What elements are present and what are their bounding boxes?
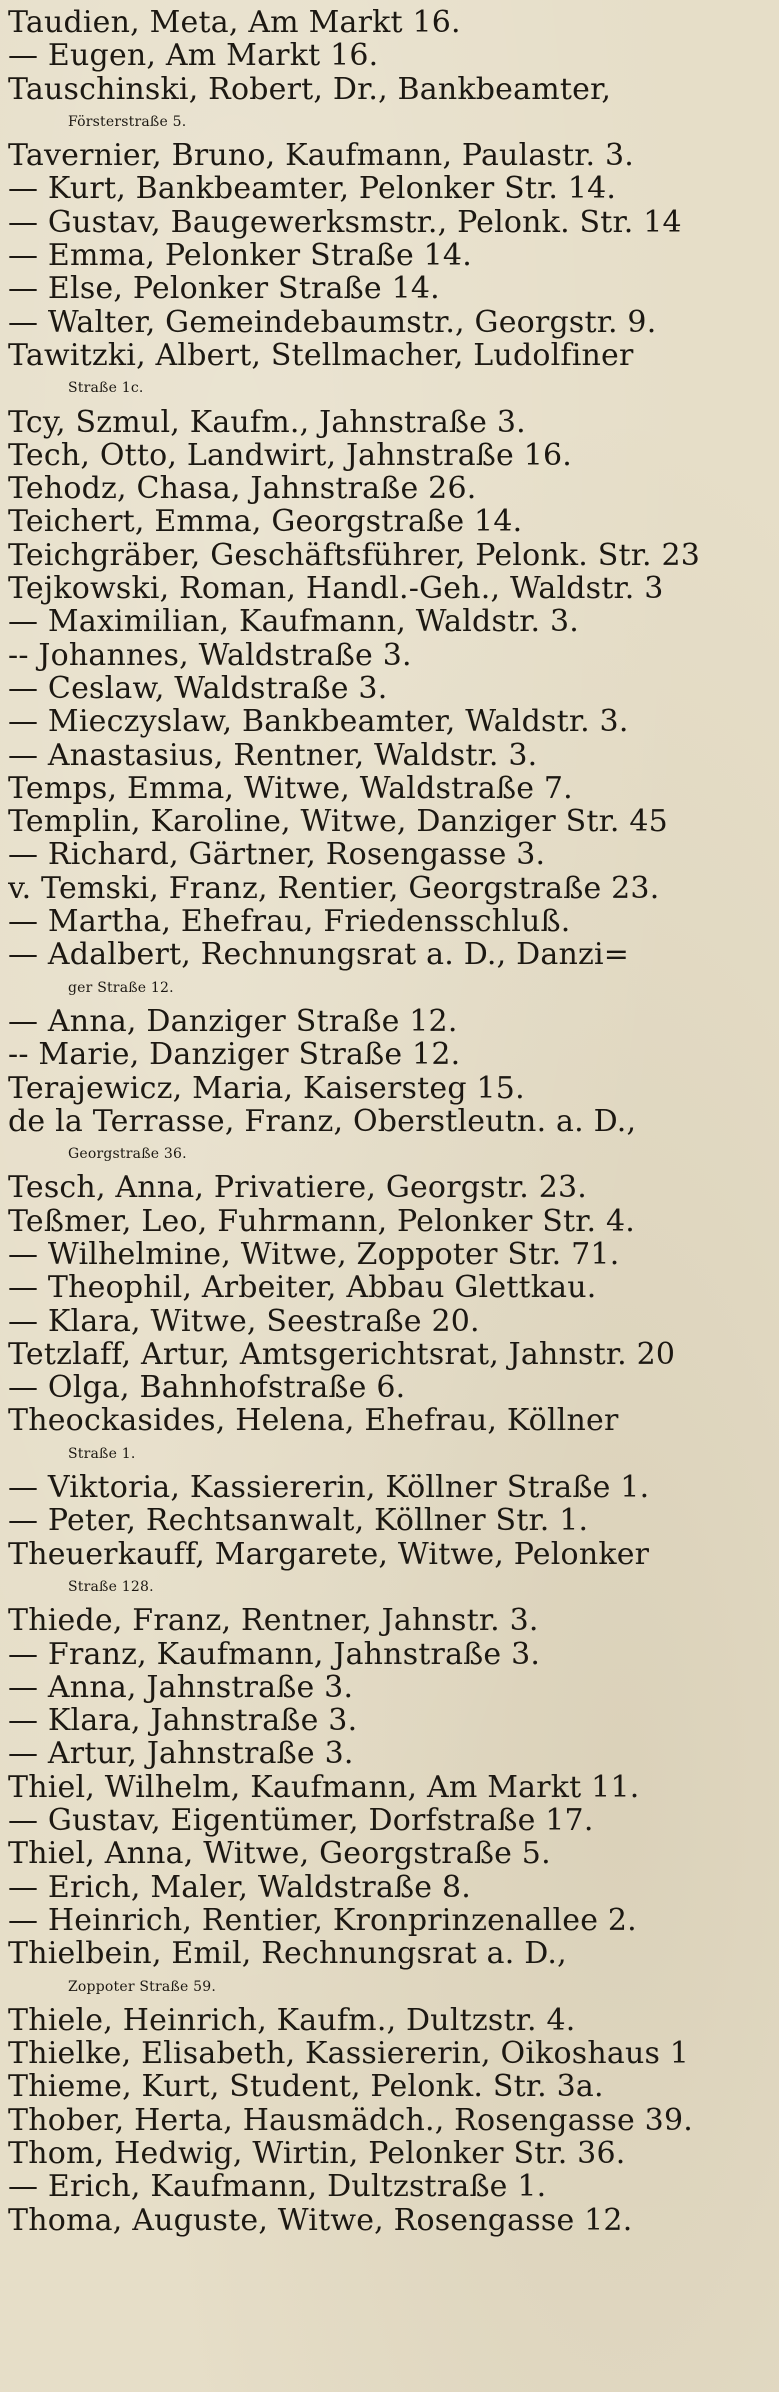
directory-continuation-line: Georgstraße 36. (68, 1146, 187, 1163)
directory-entry-line: — Klara, Jahnstraße 3. (8, 1704, 358, 1738)
directory-entry-line: Teßmer, Leo, Fuhrmann, Pelonker Str. 4. (8, 1204, 635, 1238)
directory-entry-line: Tech, Otto, Landwirt, Jahnstraße 16. (8, 438, 573, 473)
directory-entry-line: — Gustav, Eigentümer, Dorfstraße 17. (8, 1804, 594, 1838)
directory-entry-line: — Ceslaw, Waldstraße 3. (8, 671, 388, 706)
directory-entry-line: Tcy, Szmul, Kaufm., Jahnstraße 3. (8, 405, 526, 439)
directory-entry-line: — Adalbert, Rechnungsrat a. D., Danzi= (8, 938, 630, 972)
directory-entry-line: Terajewicz, Maria, Kaisersteg 15. (8, 1071, 525, 1105)
directory-entry-line: v. Temski, Franz, Rentier, Georgstraße 23. (8, 871, 660, 906)
directory-entry-line: — Kurt, Bankbeamter, Pelonker Str. 14. (8, 172, 617, 206)
directory-entry-line: — Wilhelmine, Witwe, Zoppoter Str. 71. (8, 1237, 620, 1272)
directory-entry-line: -- Marie, Danziger Straße 12. (8, 1038, 461, 1072)
directory-continuation-line: Försterstraße 5. (68, 113, 187, 130)
directory-entry-line: — Maximilian, Kaufmann, Waldstr. 3. (8, 605, 580, 639)
directory-entry-line: — Richard, Gärtner, Rosengasse 3. (8, 838, 546, 872)
directory-continuation-line: Straße 128. (68, 1578, 154, 1595)
directory-entry-line: — Klara, Witwe, Seestraße 20. (8, 1304, 480, 1338)
directory-entry-line: Tehodz, Chasa, Jahnstraße 26. (8, 472, 477, 506)
directory-entry-line: — Theophil, Arbeiter, Abbau Glettkau. (8, 1271, 597, 1305)
directory-entry-line: Thieme, Kurt, Student, Pelonk. Str. 3a. (8, 2070, 604, 2104)
directory-entry-line: Thiele, Heinrich, Kaufm., Dultzstr. 4. (8, 2003, 576, 2038)
directory-entry-line: Teichgräber, Geschäftsführer, Pelonk. Str. 23 (8, 538, 701, 573)
directory-entry-line: — Anastasius, Rentner, Waldstr. 3. (8, 738, 538, 772)
directory-entry-line: Thiel, Wilhelm, Kaufmann, Am Markt 11. (8, 1770, 640, 1805)
directory-entry-line: de la Terrasse, Franz, Oberstleutn. a. D., (8, 1104, 637, 1139)
directory-entry-line: Thiel, Anna, Witwe, Georgstraße 5. (8, 1837, 551, 1871)
directory-entry-line: — Erich, Maler, Waldstraße 8. (8, 1870, 471, 1904)
directory-entry-line: Tauschinski, Robert, Dr., Bankbeamter, (8, 72, 612, 106)
directory-entry-line: — Eugen, Am Markt 16. (8, 39, 379, 73)
directory-entry-line: — Mieczyslaw, Bankbeamter, Waldstr. 3. (8, 705, 629, 739)
directory-entry-line: Thiede, Franz, Rentner, Jahnstr. 3. (8, 1604, 539, 1638)
directory-continuation-line: Zoppoter Straße 59. (68, 1978, 216, 1995)
directory-entry-line: — Artur, Jahnstraße 3. (8, 1737, 354, 1771)
directory-entry-line: — Anna, Danziger Straße 12. (8, 1004, 458, 1039)
directory-entry-line: -- Johannes, Waldstraße 3. (8, 638, 412, 672)
directory-entry-line: — Erich, Kaufmann, Dultzstraße 1. (8, 2170, 547, 2204)
directory-entry-line: — Olga, Bahnhofstraße 6. (8, 1371, 406, 1405)
directory-entry-line: Thielke, Elisabeth, Kassiererin, Oikoshaus 1 (8, 2037, 690, 2071)
directory-entry-line: — Heinrich, Rentier, Kronprinzenallee 2. (8, 1903, 637, 1938)
directory-entry-line: — Viktoria, Kassiererin, Köllner Straße 1. (8, 1471, 650, 1505)
directory-entry-line: — Anna, Jahnstraße 3. (8, 1670, 354, 1705)
address-directory-list (8, 6, 767, 2237)
directory-entry-line: — Gustav, Baugewerksmstr., Pelonk. Str. 14 (8, 205, 682, 240)
directory-entry-line: — Else, Pelonker Straße 14. (8, 272, 440, 306)
directory-entry-line: Teichert, Emma, Georgstraße 14. (8, 505, 523, 539)
directory-entry-line: Thoma, Auguste, Witwe, Rosengasse 12. (8, 2203, 633, 2237)
directory-entry-line: Theockasides, Helena, Ehefrau, Köllner (8, 1404, 619, 1438)
directory-entry-line: Theuerkauff, Margarete, Witwe, Pelonker (8, 1537, 650, 1571)
directory-entry-line: — Peter, Rechtsanwalt, Köllner Str. 1. (8, 1504, 589, 1538)
directory-entry-line: — Franz, Kaufmann, Jahnstraße 3. (8, 1637, 541, 1671)
directory-entry-line: — Walter, Gemeindebaumstr., Georgstr. 9. (8, 305, 657, 339)
directory-entry-line: Thielbein, Emil, Rechnungsrat a. D., (8, 1937, 567, 1971)
directory-entry-line: Tavernier, Bruno, Kaufmann, Paulastr. 3. (8, 139, 635, 173)
directory-continuation-line: Straße 1. (68, 1445, 136, 1462)
directory-continuation-line: ger Straße 12. (68, 979, 174, 996)
directory-entry-line: Temps, Emma, Witwe, Waldstraße 7. (8, 771, 573, 806)
directory-entry-line: Tetzlaff, Artur, Amtsgerichtsrat, Jahnstr. 20 (8, 1337, 676, 1372)
directory-entry-line: — Emma, Pelonker Straße 14. (8, 239, 472, 273)
directory-entry-line: — Martha, Ehefrau, Friedensschluß. (8, 905, 571, 939)
directory-entry-line: Templin, Karoline, Witwe, Danziger Str. 45 (8, 805, 668, 839)
directory-entry-line: Tesch, Anna, Privatiere, Georgstr. 23. (8, 1171, 588, 1205)
directory-entry-line: Thom, Hedwig, Wirtin, Pelonker Str. 36. (8, 2137, 626, 2171)
directory-entry-line: Thober, Herta, Hausmädch., Rosengasse 39. (8, 2103, 693, 2137)
directory-entry-line: Taudien, Meta, Am Markt 16. (8, 6, 461, 40)
directory-entry-line: Tejkowski, Roman, Handl.-Geh., Waldstr. 3 (8, 572, 664, 606)
directory-continuation-line: Straße 1c. (68, 380, 144, 397)
directory-entry-line: Tawitzki, Albert, Stellmacher, Ludolfiner (8, 338, 634, 373)
